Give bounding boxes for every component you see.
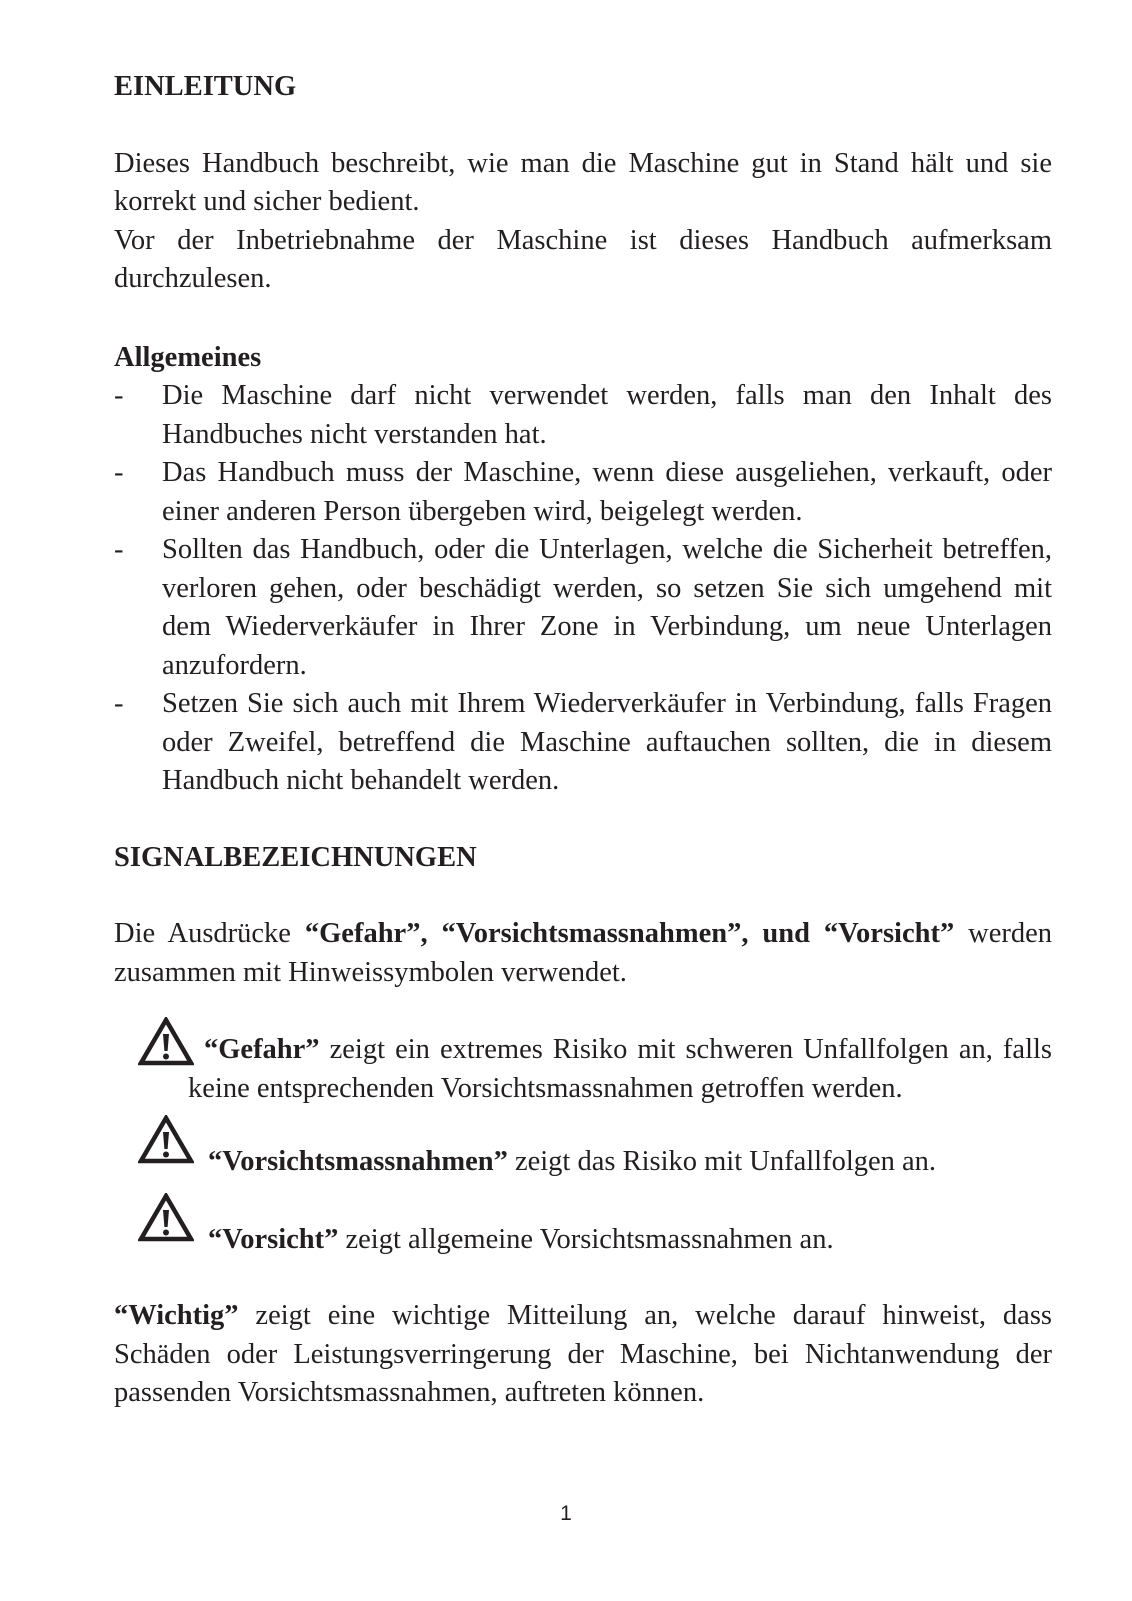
- heading-introduction: EINLEITUNG: [114, 71, 297, 102]
- warning-precautions: [114, 1143, 1052, 1182]
- warning-term: “Gefahr”: [204, 1034, 320, 1065]
- expressions-terms: “Gefahr”, “Vorsichtsmassnahmen”, und “Vorsicht”: [304, 918, 955, 949]
- list-item-text: Sollten das Handbuch, oder die Unterlagen, welche die Sicherheit betreffen, verloren gehen, oder beschädigt werden, so setzen Sie sich umgehend mit dem Wiederverkäufer in Ihrer Zone in Verbindung, um neue Unterlagen anzufordern.: [162, 534, 1052, 681]
- list-dash: -: [114, 380, 124, 411]
- list-dash: -: [114, 534, 124, 565]
- list-item-text: Setzen Sie sich auch mit Ihrem Wiederverkäufer in Verbindung, falls Fragen oder Zweifel, betreffend die Maschine auftauchen sollten, die in diesem Handbuch nicht behandelt werden.: [162, 688, 1052, 796]
- manual-page: [114, 68, 1052, 1413]
- list-item: [114, 454, 1052, 531]
- warning-description: zeigt das Risiko mit Unfallfolgen an.: [507, 1146, 937, 1177]
- list-item-text: Die Maschine darf nicht verwendet werden, falls man den Inhalt des Handbuches nicht verstanden hat.: [162, 380, 1052, 450]
- warning-triangle-icon: [138, 1193, 194, 1243]
- intro-paragraph-1: Dieses Handbuch beschreibt, wie man die Maschine gut in Stand hält und sie korrekt und sicher bedient.: [114, 147, 1052, 217]
- warning-danger: [114, 1031, 1052, 1108]
- warning-description: zeigt ein extremes Risiko mit schweren Unfallfolgen an, falls keine entsprechenden Vorsichtsmassnahmen getroffen werden.: [188, 1034, 1052, 1104]
- warning-triangle-icon: [138, 1017, 194, 1067]
- list-item: [114, 531, 1052, 685]
- list-dash: -: [114, 457, 124, 488]
- important-text: zeigt eine wichtige Mitteilung an, welche darauf hinweist, dass Schäden oder Leistungsverringerung der Maschine, bei Nichtanwendung der passenden Vorsichtsmassnahmen, auftreten können.: [114, 1300, 1052, 1408]
- warning-triangle-icon: [138, 1115, 194, 1165]
- warning-danger-text: [188, 1031, 1052, 1108]
- expressions-prefix: Die Ausdrücke: [114, 918, 305, 949]
- warning-term: “Vorsichtsmassnahmen”: [208, 1146, 508, 1177]
- important-paragraph: [114, 1297, 1052, 1413]
- heading-general: Allgemeines: [114, 341, 262, 373]
- signal-words-paragraph: [114, 915, 1052, 992]
- warning-precautions-text: [188, 1143, 1052, 1182]
- heading-signal-words: SIGNALBEZEICHNUNGEN: [114, 841, 477, 873]
- list-dash: -: [114, 688, 124, 719]
- warning-caution-text: [188, 1221, 1052, 1260]
- page-number: 1: [560, 1502, 572, 1525]
- list-item: [114, 377, 1052, 454]
- general-list: [114, 377, 1052, 801]
- intro-section: [114, 145, 1052, 299]
- list-item: [114, 685, 1052, 801]
- important-term: “Wichtig”: [114, 1300, 239, 1331]
- list-item-text: Das Handbuch muss der Maschine, wenn diese ausgeliehen, verkauft, oder einer anderen Person übergeben wird, beigelegt werden.: [162, 457, 1052, 527]
- expressions-suffix: werden zusammen mit Hinweissymbolen verwendet.: [114, 918, 1052, 988]
- warning-term: “Vorsicht”: [208, 1223, 339, 1255]
- warning-caution: [114, 1221, 1052, 1260]
- intro-paragraph-2: Vor der Inbetriebnahme der Maschine ist dieses Handbuch aufmerksam durchzulesen.: [114, 224, 1052, 294]
- warning-description: zeigt allgemeine Vorsichtsmassnahmen an.: [338, 1223, 834, 1255]
